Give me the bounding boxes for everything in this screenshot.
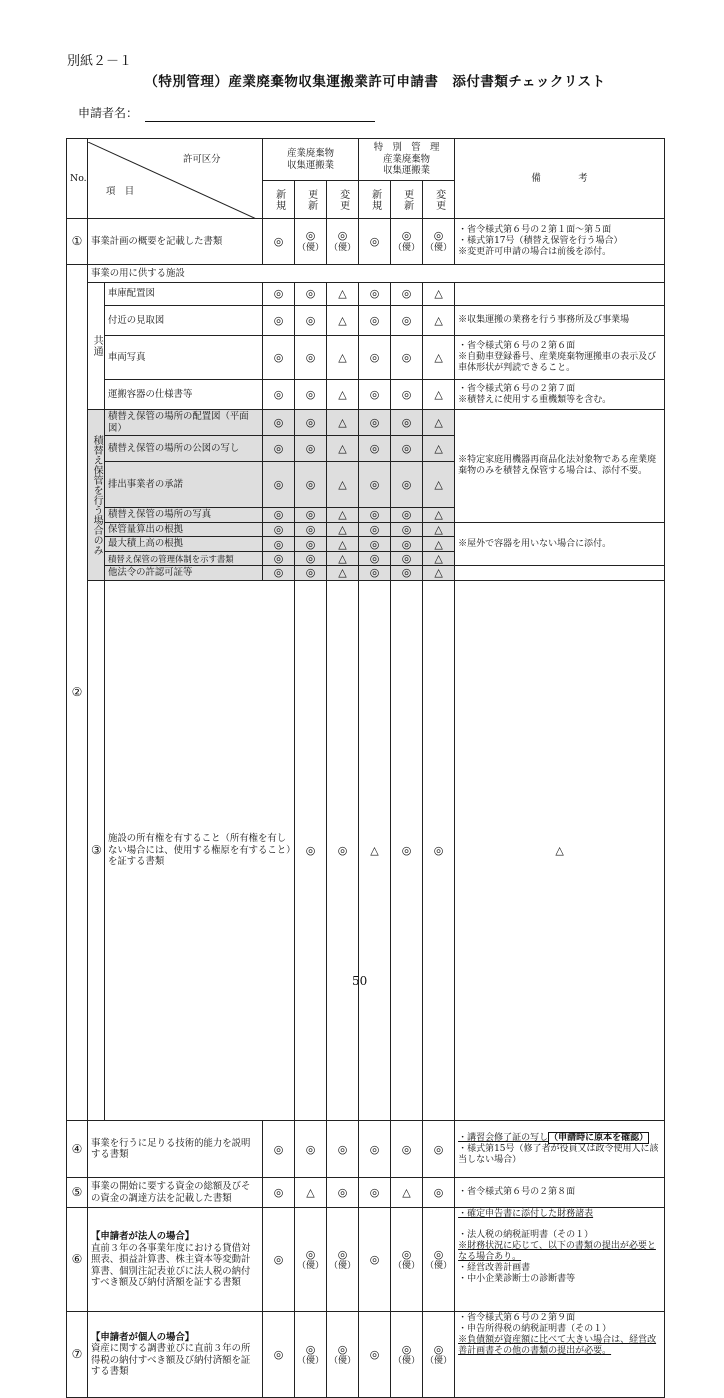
mark-cell[interactable]: △ <box>423 462 455 508</box>
table-row <box>67 580 665 1120</box>
mark-cell[interactable]: ◎ <box>391 283 423 306</box>
mark-cell[interactable]: ◎ <box>263 462 295 508</box>
table-row <box>67 1208 665 1312</box>
mark-cell[interactable]: ◎ （優） <box>391 1208 423 1312</box>
table-row <box>67 1121 665 1178</box>
storage-label: 積替え保管を行う場合のみ <box>88 410 105 581</box>
mark-cell[interactable]: ◎ <box>391 1121 423 1178</box>
row-item: 積替え保管の場所の配置図（平面図） <box>105 410 263 436</box>
mark-cell[interactable]: △ <box>423 551 455 565</box>
mark-cell[interactable]: ◎ <box>359 523 391 537</box>
mark-cell[interactable]: △ <box>391 1178 423 1208</box>
table-row <box>67 336 665 380</box>
mark-cell[interactable]: △ <box>327 410 359 436</box>
row-item: 最大積上高の根拠 <box>105 537 263 551</box>
mark-cell[interactable]: ◎ <box>295 336 327 380</box>
row-number: ⑥ <box>67 1208 88 1312</box>
applicant-name-label: 申請者名： <box>78 106 139 120</box>
mark-cell[interactable]: ◎ （優） <box>391 219 423 265</box>
mark-cell[interactable]: △ <box>327 523 359 537</box>
header-change-1: 変更 <box>327 181 359 219</box>
row-number: ⑤ <box>67 1178 88 1208</box>
mark-cell[interactable]: ◎ （優） <box>295 1312 327 1398</box>
mark-cell[interactable]: ◎ <box>263 1178 295 1208</box>
mark-cell[interactable]: ◎ <box>391 462 423 508</box>
mark-cell[interactable]: △ <box>327 537 359 551</box>
mark-cell[interactable]: ◎ <box>263 537 295 551</box>
mark-cell[interactable]: ◎ <box>295 306 327 336</box>
mark-cell[interactable]: ◎ （優） <box>327 1312 359 1398</box>
mark-cell[interactable]: △ <box>455 580 665 1120</box>
mark-cell[interactable]: △ <box>327 283 359 306</box>
row-remarks: ・省令様式第６号の２第８面 <box>455 1178 665 1208</box>
mark-cell[interactable]: ◎ <box>295 1121 327 1178</box>
mark-cell[interactable]: ◎ <box>263 436 295 462</box>
page-number: 50 <box>352 974 368 988</box>
mark-cell[interactable]: △ <box>327 306 359 336</box>
mark-cell[interactable]: ◎ <box>391 537 423 551</box>
row-number: ④ <box>67 1121 88 1178</box>
mark-cell[interactable]: △ <box>327 566 359 580</box>
mark-cell[interactable]: ◎ <box>359 306 391 336</box>
mark-cell[interactable]: ◎ （優） <box>327 219 359 265</box>
facility-title: 事業の用に供する施設 <box>88 265 665 283</box>
mark-cell[interactable]: ◎ <box>263 410 295 436</box>
mark-cell[interactable]: △ <box>423 436 455 462</box>
mark-cell[interactable]: ◎ <box>359 1312 391 1398</box>
row-remarks <box>455 283 665 306</box>
mark-cell[interactable]: ◎ <box>263 380 295 410</box>
row-item: 事業を行うに足りる技術的能力を説明する書類 <box>88 1121 263 1178</box>
row-remarks: ・講習会修了証の写し（申請時に原本を確認） ・様式第15号（修了者が役員又は政令使用人に該当しない場合） <box>455 1121 665 1178</box>
table-row <box>67 566 665 580</box>
mark-cell[interactable]: ◎ <box>263 523 295 537</box>
mark-cell[interactable]: ◎ <box>295 566 327 580</box>
row-item: 保管量算出の根拠 <box>105 523 263 537</box>
row-item: 積替え保管の場所の公図の写し <box>105 436 263 462</box>
row-remarks: ※収集運搬の業務を行う事務所及び事業場 <box>455 306 665 336</box>
row-item: 施設の所有権を有すること（所有権を有しない場合には、使用する権原を有すること）を証する書類 <box>105 580 295 1120</box>
table-row <box>67 283 665 306</box>
row-remarks: ・省令様式第６号の２第６面 ※自動車登録番号、産業廃棄物運搬車の表示及び車体形状が判読できること。 <box>455 336 665 380</box>
mark-cell[interactable]: ◎ <box>263 283 295 306</box>
table-row <box>67 410 665 436</box>
mark-cell[interactable]: ◎ <box>391 580 423 1120</box>
table-row <box>67 523 665 537</box>
mark-cell[interactable]: ◎ <box>359 410 391 436</box>
row-item: 運搬容器の仕様書等 <box>105 380 263 410</box>
mark-cell[interactable]: △ <box>327 551 359 565</box>
mark-cell[interactable]: ◎ <box>391 336 423 380</box>
table-row <box>67 1178 665 1208</box>
header-item: 項 目 <box>106 185 135 197</box>
header-new-2: 新規 <box>359 181 391 219</box>
mark-cell[interactable]: ◎ （優） <box>423 1208 455 1312</box>
mark-cell[interactable]: △ <box>423 537 455 551</box>
mark-cell[interactable]: ◎ <box>295 508 327 523</box>
mark-cell[interactable]: ◎ <box>391 410 423 436</box>
mark-cell[interactable]: △ <box>295 1178 327 1208</box>
header-diagonal-cell <box>88 139 263 219</box>
mark-cell[interactable]: ◎ <box>295 537 327 551</box>
document-label: 別紙２－１ <box>67 54 133 69</box>
mark-cell[interactable]: ◎ <box>359 566 391 580</box>
header-permit-type: 許可区分 <box>183 153 221 165</box>
mark-cell[interactable]: △ <box>327 462 359 508</box>
row-item: 排出事業者の承諾 <box>105 462 263 508</box>
mark-cell[interactable]: △ <box>327 336 359 380</box>
row-item: 他法令の許認可証等 <box>105 566 263 580</box>
header-new-1: 新規 <box>263 181 295 219</box>
mark-cell[interactable]: ◎ （優） <box>423 1312 455 1398</box>
mark-cell[interactable]: ◎ <box>263 551 295 565</box>
mark-cell[interactable]: ◎ <box>263 306 295 336</box>
mark-cell[interactable]: ◎ <box>295 580 327 1120</box>
row-number: ⑦ <box>67 1312 88 1398</box>
mark-cell[interactable]: ◎ <box>327 1121 359 1178</box>
mark-cell[interactable]: ◎ <box>263 219 295 265</box>
mark-cell[interactable]: ◎ <box>359 219 391 265</box>
mark-cell[interactable]: ◎ <box>359 336 391 380</box>
row-item: 事業計画の概要を記載した書類 <box>88 219 263 265</box>
mark-cell[interactable]: △ <box>423 566 455 580</box>
mark-cell[interactable]: ◎ <box>295 436 327 462</box>
mark-cell[interactable]: ◎ <box>295 551 327 565</box>
table-row <box>67 380 665 410</box>
mark-cell[interactable]: ◎ <box>359 380 391 410</box>
applicant-name-line[interactable] <box>145 121 375 122</box>
header-group-special: 特 別 管 理 産業廃棄物 収集運搬業 <box>359 139 455 181</box>
mark-cell[interactable]: ◎ <box>359 551 391 565</box>
mark-cell[interactable]: ◎ <box>423 1178 455 1208</box>
mark-cell[interactable]: ◎ <box>423 1121 455 1178</box>
mark-cell[interactable]: ◎ （優） <box>295 1208 327 1312</box>
mark-cell[interactable]: ◎ （優） <box>391 1312 423 1398</box>
row-item: 付近の見取図 <box>105 306 263 336</box>
mark-cell[interactable]: ◎ <box>327 580 359 1120</box>
mark-cell[interactable]: △ <box>423 410 455 436</box>
document-title: （特別管理）産業廃棄物収集運搬業許可申請書 添付書類チェックリスト <box>144 74 606 90</box>
mark-cell[interactable]: ◎ <box>263 1208 295 1312</box>
mark-cell[interactable]: ◎ <box>391 551 423 565</box>
row-number: ② <box>67 265 88 1121</box>
mark-cell[interactable]: ◎ <box>391 508 423 523</box>
mark-cell[interactable]: △ <box>359 580 391 1120</box>
row-item: 事業の開始に要する資金の総額及びその資金の調達方法を記載した書類 <box>88 1178 263 1208</box>
row-item: 車庫配置図 <box>105 283 263 306</box>
mark-cell[interactable]: ◎ （優） <box>423 219 455 265</box>
mark-cell[interactable]: ◎ <box>263 336 295 380</box>
row-remarks: ・省令様式第６号の２第７面 ※積替えに使用する重機類等を含む。 <box>455 380 665 410</box>
mark-cell[interactable]: ◎ （優） <box>295 219 327 265</box>
mark-cell[interactable]: ◎ <box>295 283 327 306</box>
header-renew-1: 更新 <box>295 181 327 219</box>
mark-cell[interactable]: ◎ <box>359 436 391 462</box>
mark-cell[interactable]: ◎ <box>359 1178 391 1208</box>
mark-cell[interactable]: ◎ <box>391 523 423 537</box>
mark-cell[interactable]: ◎ <box>295 410 327 436</box>
mark-cell[interactable]: △ <box>423 306 455 336</box>
row-item: 積替え保管の管理体制を示す書類 <box>105 551 263 565</box>
row-remarks: ※屋外で容器を用いない場合に添付。 <box>455 523 665 566</box>
mark-cell[interactable]: ◎ <box>327 1178 359 1208</box>
row-remarks: ※特定家庭用機器再商品化法対象物である産業廃棄物のみを積替え保管する場合は、添付不要。 <box>455 410 665 523</box>
header-no: No. <box>67 139 88 219</box>
mark-cell[interactable]: ◎ <box>391 380 423 410</box>
row-number: ① <box>67 219 88 265</box>
row-item: 積替え保管の場所の写真 <box>105 508 263 523</box>
mark-cell[interactable]: ◎ <box>359 462 391 508</box>
mark-cell[interactable]: ◎ <box>391 436 423 462</box>
mark-cell[interactable]: ◎ <box>295 380 327 410</box>
mark-cell[interactable]: ◎ <box>263 1121 295 1178</box>
row-item: 車両写真 <box>105 336 263 380</box>
mark-cell[interactable]: ◎ （優） <box>327 1208 359 1312</box>
mark-cell[interactable]: △ <box>327 436 359 462</box>
mark-cell[interactable]: ◎ <box>359 537 391 551</box>
mark-cell[interactable]: △ <box>327 508 359 523</box>
mark-cell[interactable]: ◎ <box>391 306 423 336</box>
header-remarks: 備 考 <box>455 139 665 219</box>
table-row <box>67 265 665 283</box>
mark-cell[interactable]: ◎ <box>391 566 423 580</box>
mark-cell[interactable]: △ <box>423 283 455 306</box>
mark-cell[interactable]: ◎ <box>263 566 295 580</box>
mark-cell[interactable]: △ <box>327 380 359 410</box>
mark-cell[interactable]: △ <box>423 508 455 523</box>
mark-cell[interactable]: △ <box>423 380 455 410</box>
row-remarks <box>455 566 665 580</box>
header-renew-2: 更新 <box>391 181 423 219</box>
mark-cell[interactable]: ◎ <box>295 523 327 537</box>
table-row <box>67 219 665 265</box>
mark-cell[interactable]: ◎ <box>359 283 391 306</box>
row-remarks: ・確定申告書に添付した財務諸表 ・法人税の納税証明書（その１） ※財務状況に応じて、以下の書類の提出が必要となる場合あり。 ・経営改善計画書 ・中小企業診断士の診断書等 <box>455 1208 665 1312</box>
checklist-table <box>66 138 665 1398</box>
mark-cell[interactable]: △ <box>423 523 455 537</box>
row-number: ③ <box>88 580 105 1120</box>
table-row <box>67 1312 665 1398</box>
row-item: 【申請者が法人の場合】 直前３年の各事業年度における貸借対照表、損益計算書、株主資本等変動計算書、個別注記表並びに法人税の納付すべき額及び納付済額を証する書類 <box>88 1208 263 1312</box>
mark-cell[interactable]: ◎ <box>423 580 455 1120</box>
mark-cell[interactable]: △ <box>423 336 455 380</box>
row-remarks: ・省令様式第６号の２第１面～第５面 ・様式第17号（積替え保管を行う場合） ※変更許可申請の場合は前後を添付。 <box>455 219 665 265</box>
header-change-2: 変更 <box>423 181 455 219</box>
header-group-industrial: 産業廃棄物 収集運搬業 <box>263 139 359 181</box>
mark-cell[interactable]: ◎ <box>359 1208 391 1312</box>
table-row <box>67 306 665 336</box>
common-label: 共通 <box>88 283 105 410</box>
mark-cell[interactable]: ◎ <box>359 1121 391 1178</box>
mark-cell[interactable]: ◎ <box>295 462 327 508</box>
mark-cell[interactable]: ◎ <box>359 508 391 523</box>
diagonal-line <box>88 142 263 219</box>
mark-cell[interactable]: ◎ <box>263 1312 295 1398</box>
mark-cell[interactable]: ◎ <box>263 508 295 523</box>
row-item: 【申請者が個人の場合】 資産に関する調書並びに直前３年の所得税の納付すべき額及び納付済額を証する書類 <box>88 1312 263 1398</box>
row-remarks: ・省令様式第６号の２第９面 ・申告所得税の納税証明書（その１） ※負債額が資産額に比べて大きい場合は、経営改善計画書その他の書類の提出が必要。 <box>455 1312 665 1398</box>
